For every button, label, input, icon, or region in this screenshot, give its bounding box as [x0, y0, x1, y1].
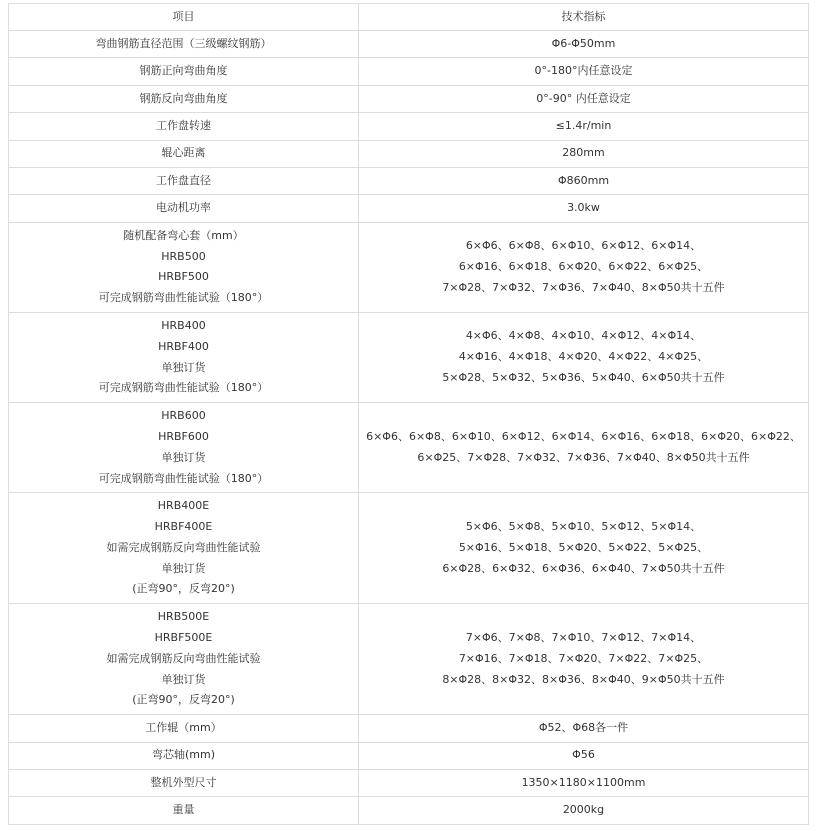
spec-line: Φ56 — [572, 748, 595, 762]
item-cell — [9, 195, 359, 222]
table-row — [9, 31, 809, 58]
spec-cell — [359, 742, 809, 769]
spec-cell — [359, 797, 809, 824]
spec-cell — [359, 403, 809, 493]
item-cell — [9, 58, 359, 85]
table-row — [9, 797, 809, 824]
item-line: 单独订货 — [161, 450, 206, 464]
spec-cell — [359, 140, 809, 167]
item-cell — [9, 312, 359, 402]
spec-line: 7×Φ6、7×Φ8、7×Φ10、7×Φ12、7×Φ14、 — [465, 631, 702, 645]
item-line: 重量 — [172, 803, 195, 817]
item-line: 单独订货 — [161, 360, 206, 374]
item-line: HRBF400 — [158, 339, 209, 353]
table-row — [9, 403, 809, 493]
item-line: HRB500 — [161, 249, 206, 263]
spec-line: 2000kg — [562, 803, 605, 817]
item-line: HRB400E — [157, 499, 210, 513]
spec-line: 5×Φ6、5×Φ8、5×Φ10、5×Φ12、5×Φ14、 — [465, 520, 702, 534]
item-cell — [9, 140, 359, 167]
item-cell — [9, 797, 359, 824]
item-line: 可完成钢筋弯曲性能试验（180°） — [98, 291, 269, 305]
spec-cell — [359, 167, 809, 194]
spec-cell — [359, 493, 809, 604]
item-line: 单独订货 — [161, 561, 206, 575]
item-line: (正弯90°，反弯20°) — [132, 693, 235, 707]
item-line: HRBF500E — [154, 631, 213, 645]
spec-line: 4×Φ16、4×Φ18、4×Φ20、4×Φ22、4×Φ25、 — [458, 350, 709, 364]
spec-line: 4×Φ6、4×Φ8、4×Φ10、4×Φ12、4×Φ14、 — [465, 329, 702, 343]
table-row — [9, 195, 809, 222]
table-row — [9, 85, 809, 112]
spec-cell — [359, 113, 809, 140]
table-row — [9, 715, 809, 742]
spec-line: 7×Φ16、7×Φ18、7×Φ20、7×Φ22、7×Φ25、 — [458, 651, 709, 665]
item-cell — [9, 403, 359, 493]
spec-cell — [359, 58, 809, 85]
item-cell — [9, 222, 359, 312]
spec-cell — [359, 195, 809, 222]
item-cell — [9, 167, 359, 194]
spec-line: 5×Φ28、5×Φ32、5×Φ36、5×Φ40、6×Φ50共十五件 — [442, 370, 725, 384]
item-cell — [9, 113, 359, 140]
item-line: 单独订货 — [161, 672, 206, 686]
spec-cell — [359, 222, 809, 312]
item-cell — [9, 742, 359, 769]
item-line: HRB400 — [161, 318, 206, 332]
item-line: HRBF400E — [154, 520, 213, 534]
item-line: 如需完成钢筋反向弯曲性能试验 — [106, 540, 261, 554]
item-line: 电动机功率 — [156, 201, 211, 215]
item-cell — [9, 604, 359, 715]
item-line: 钢筋反向弯曲角度 — [139, 91, 228, 105]
item-line: 辊心距离 — [161, 146, 206, 160]
item-line: 可完成钢筋弯曲性能试验（180°） — [98, 471, 269, 485]
table-row — [9, 58, 809, 85]
spec-cell — [359, 770, 809, 797]
spec-table-body — [9, 4, 809, 825]
item-line: HRBF600 — [158, 429, 209, 443]
table-row — [9, 604, 809, 715]
table-row — [9, 167, 809, 194]
item-cell — [9, 493, 359, 604]
table-row — [9, 742, 809, 769]
table-row — [9, 113, 809, 140]
spec-line: 0°-90° 内任意设定 — [536, 91, 631, 105]
spec-line: 6×Φ16、6×Φ18、6×Φ20、6×Φ22、6×Φ25、 — [458, 259, 709, 273]
item-line: 钢筋正向弯曲角度 — [139, 64, 228, 78]
item-line: 弯芯轴(mm) — [151, 748, 215, 762]
spec-line: 6×Φ25、7×Φ28、7×Φ32、7×Φ36、7×Φ40、8×Φ50共十五件 — [417, 450, 750, 464]
spec-line: 0°-180°内任意设定 — [534, 64, 633, 78]
item-cell — [9, 770, 359, 797]
item-line: 工作辊（mm） — [145, 721, 222, 735]
spec-cell — [359, 85, 809, 112]
item-line: (正弯90°，反弯20°) — [132, 582, 235, 596]
item-line: HRB500E — [157, 610, 210, 624]
spec-cell — [359, 715, 809, 742]
table-header-row — [9, 4, 809, 31]
spec-line: 6×Φ28、6×Φ32、6×Φ36、6×Φ40、7×Φ50共十五件 — [442, 561, 725, 575]
spec-line: Φ52、Φ68各一件 — [538, 721, 629, 735]
spec-cell — [359, 312, 809, 402]
header-item-cell: 项目 — [9, 4, 359, 31]
spec-table — [8, 3, 809, 825]
item-line: 如需完成钢筋反向弯曲性能试验 — [106, 651, 261, 665]
item-line: HRBF500 — [158, 270, 209, 284]
item-line: 工作盘直径 — [156, 173, 211, 187]
spec-line: Φ6-Φ50mm — [551, 36, 616, 50]
spec-line: 7×Φ28、7×Φ32、7×Φ36、7×Φ40、8×Φ50共十五件 — [442, 280, 725, 294]
item-line: 可完成钢筋弯曲性能试验（180°） — [98, 381, 269, 395]
item-line: HRB600 — [161, 409, 206, 423]
item-line: 工作盘转速 — [156, 118, 211, 132]
spec-line: 280mm — [562, 146, 605, 160]
item-cell — [9, 31, 359, 58]
table-row — [9, 312, 809, 402]
table-row — [9, 493, 809, 604]
table-row — [9, 770, 809, 797]
spec-line: 3.0kw — [567, 201, 600, 215]
header-spec-cell: 技术指标 — [359, 4, 809, 31]
spec-line: 6×Φ6、6×Φ8、6×Φ10、6×Φ12、6×Φ14、 — [465, 239, 702, 253]
spec-line: 5×Φ16、5×Φ18、5×Φ20、5×Φ22、5×Φ25、 — [458, 540, 709, 554]
spec-line: 8×Φ28、8×Φ32、8×Φ36、8×Φ40、9×Φ50共十五件 — [442, 672, 725, 686]
item-line: 整机外型尺寸 — [150, 775, 217, 789]
item-line: 弯曲钢筋直径范围（三级螺纹钢筋） — [95, 36, 272, 50]
spec-line: ≤1.4r/min — [555, 118, 612, 132]
spec-cell — [359, 604, 809, 715]
item-line: 随机配备弯心套（mm） — [123, 228, 244, 242]
spec-line: 1350×1180×1100mm — [521, 775, 646, 789]
table-row — [9, 222, 809, 312]
spec-line: Φ860mm — [557, 173, 610, 187]
table-row — [9, 140, 809, 167]
item-cell — [9, 85, 359, 112]
item-cell — [9, 715, 359, 742]
spec-cell — [359, 31, 809, 58]
spec-line: 6×Φ6、6×Φ8、6×Φ10、6×Φ12、6×Φ14、6×Φ16、6×Φ18、6×Φ20、6×Φ22、 — [366, 429, 801, 443]
